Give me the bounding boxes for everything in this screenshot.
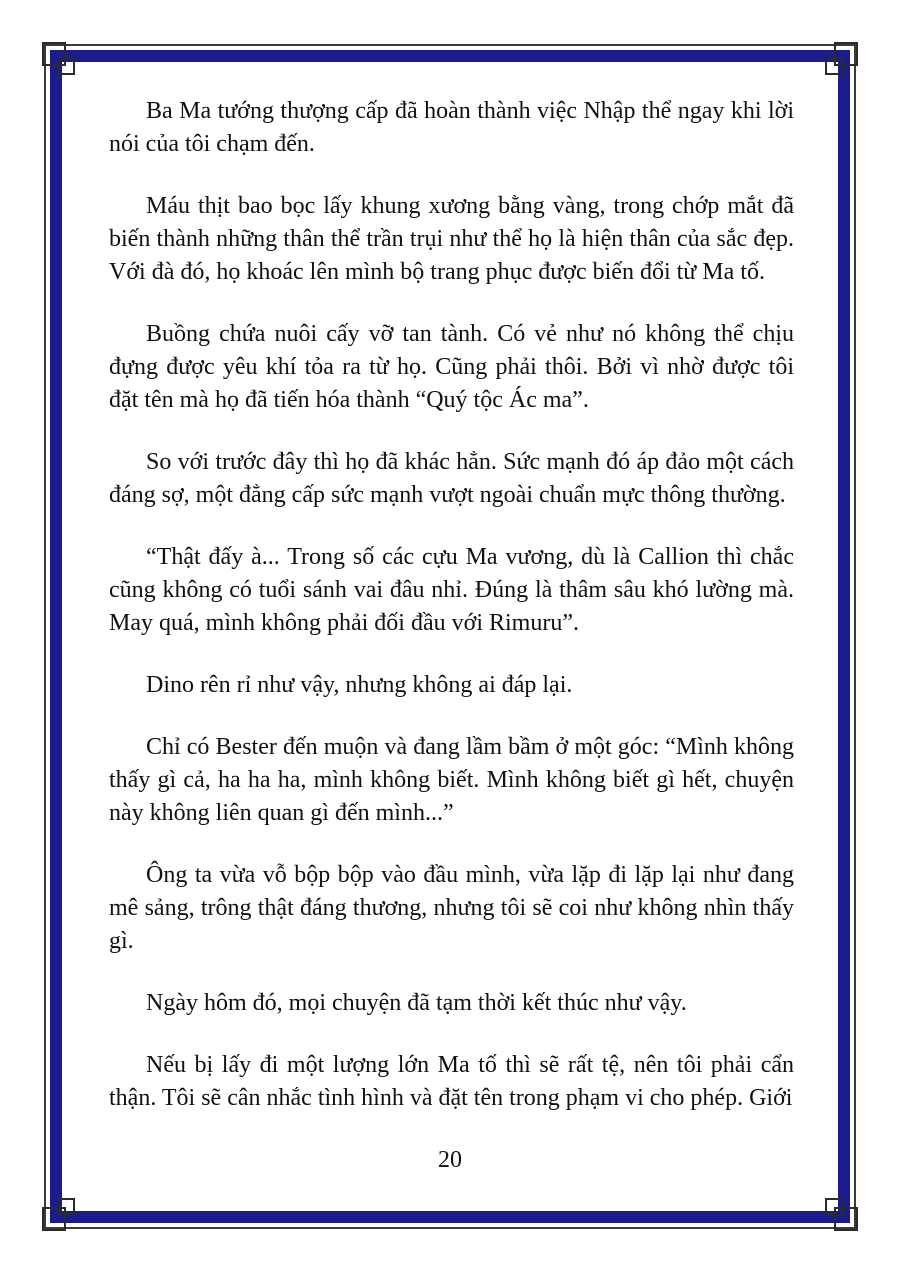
- paragraph: So với trước đây thì họ đã khác hẳn. Sức mạnh đó áp đảo một cách đáng sợ, một đẳng cấp sức mạnh vượt ngoài chuẩn mực thông thường.: [109, 449, 794, 508]
- paragraph: “Thật đấy à... Trong số các cựu Ma vương, dù là Callion thì chắc cũng không có tuổi sánh vai đâu nhỉ. Đúng là thâm sâu khó lường mà. May quá, mình không phải đối đầu với Rimuru”.: [109, 544, 794, 636]
- corner-ornament-bottom-left-inner: [57, 1198, 75, 1216]
- corner-ornament-bottom-right-inner: [825, 1198, 843, 1216]
- page-text-body: [109, 95, 794, 1144]
- paragraph: Ba Ma tướng thượng cấp đã hoàn thành việc Nhập thể ngay khi lời nói của tôi chạm đến.: [109, 98, 794, 157]
- paragraph: Ngày hôm đó, mọi chuyện đã tạm thời kết thúc như vậy.: [146, 990, 687, 1016]
- paragraph: Chỉ có Bester đến muộn và đang lầm bầm ở một góc: “Mình không thấy gì cả, ha ha ha, mình không biết. Mình không biết gì hết, chuyện này không liên quan gì đến mình...”: [109, 734, 794, 826]
- paragraph: Buồng chứa nuôi cấy vỡ tan tành. Có vẻ như nó không thể chịu đựng được yêu khí tỏa ra từ họ. Cũng phải thôi. Bởi vì nhờ được tôi đặt tên mà họ đã tiến hóa thành “Quý tộc Ác ma”.: [109, 321, 794, 413]
- page-number: 20: [438, 1147, 462, 1173]
- paragraph: Nếu bị lấy đi một lượng lớn Ma tố thì sẽ rất tệ, nên tôi phải cẩn thận. Tôi sẽ cân nhắc tình hình và đặt tên trong phạm vi cho phép. Giới: [109, 1052, 794, 1111]
- paragraph: Ông ta vừa vỗ bộp bộp vào đầu mình, vừa lặp đi lặp lại như đang mê sảng, trông thật đáng thương, nhưng tôi sẽ coi như không nhìn thấy gì.: [109, 862, 794, 954]
- corner-ornament-top-left-inner: [57, 57, 75, 75]
- paragraph: Máu thịt bao bọc lấy khung xương bằng vàng, trong chớp mắt đã biến thành những thân thể trần trụi như thể họ là hiện thân của sắc đẹp. Với đà đó, họ khoác lên mình bộ trang phục được biến đổi từ Ma tố.: [109, 193, 794, 285]
- corner-ornament-top-right-inner: [825, 57, 843, 75]
- paragraph: Dino rên rỉ như vậy, nhưng không ai đáp lại.: [146, 672, 573, 698]
